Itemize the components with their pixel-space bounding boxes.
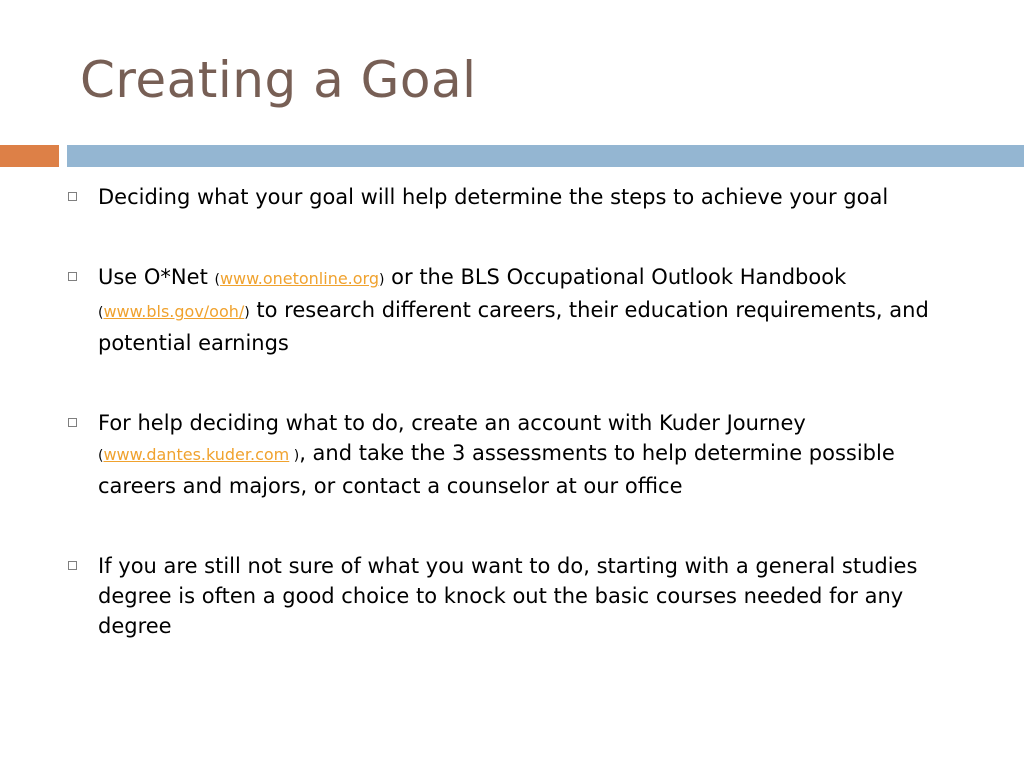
bullet-item-goal	[62, 182, 962, 212]
kuder-link[interactable]: www.dantes.kuder.com	[103, 445, 290, 464]
slide-title: Creating a Goal	[80, 51, 477, 109]
hollow-square-icon	[68, 561, 77, 570]
accent-bar-orange	[0, 145, 59, 167]
onetonline-link[interactable]: www.onetonline.org	[219, 269, 380, 288]
bls-ooh-link[interactable]: www.bls.gov/ooh/	[103, 302, 245, 321]
hollow-square-icon	[68, 418, 77, 427]
paren-close: )	[244, 305, 250, 321]
bullet-item-onet	[62, 262, 962, 358]
bullet-text: If you are still not sure of what you want to do, starting with a general studies degree is often a good choice to knock out the basic courses needed for any degree	[98, 554, 918, 638]
paren-close: )	[289, 448, 300, 464]
paren-open: (	[98, 448, 104, 464]
hollow-square-icon	[68, 192, 77, 201]
paren-open: (	[98, 305, 104, 321]
hollow-square-icon	[68, 272, 77, 281]
accent-bar-blue	[67, 145, 1024, 167]
bullet-text-part: Use O*Net	[98, 265, 215, 289]
bullet-item-kuder	[62, 408, 962, 501]
paren-close: )	[379, 272, 385, 288]
bullet-text-part: , and take the 3 assessments to help determine possible careers and majors, or contact a counselor at our office	[98, 441, 895, 498]
bullet-text-part: to research different careers, their education requirements, and potential earnings	[98, 298, 929, 355]
bullet-text-part: or the BLS Occupational Outlook Handbook	[384, 265, 847, 289]
bullet-text: Deciding what your goal will help determine the steps to achieve your goal	[98, 185, 889, 209]
bullet-text-part: For help deciding what to do, create an account with Kuder Journey	[98, 411, 806, 435]
paren-open: (	[214, 272, 220, 288]
bullet-list	[62, 182, 962, 691]
bullet-item-general-studies	[62, 551, 962, 641]
